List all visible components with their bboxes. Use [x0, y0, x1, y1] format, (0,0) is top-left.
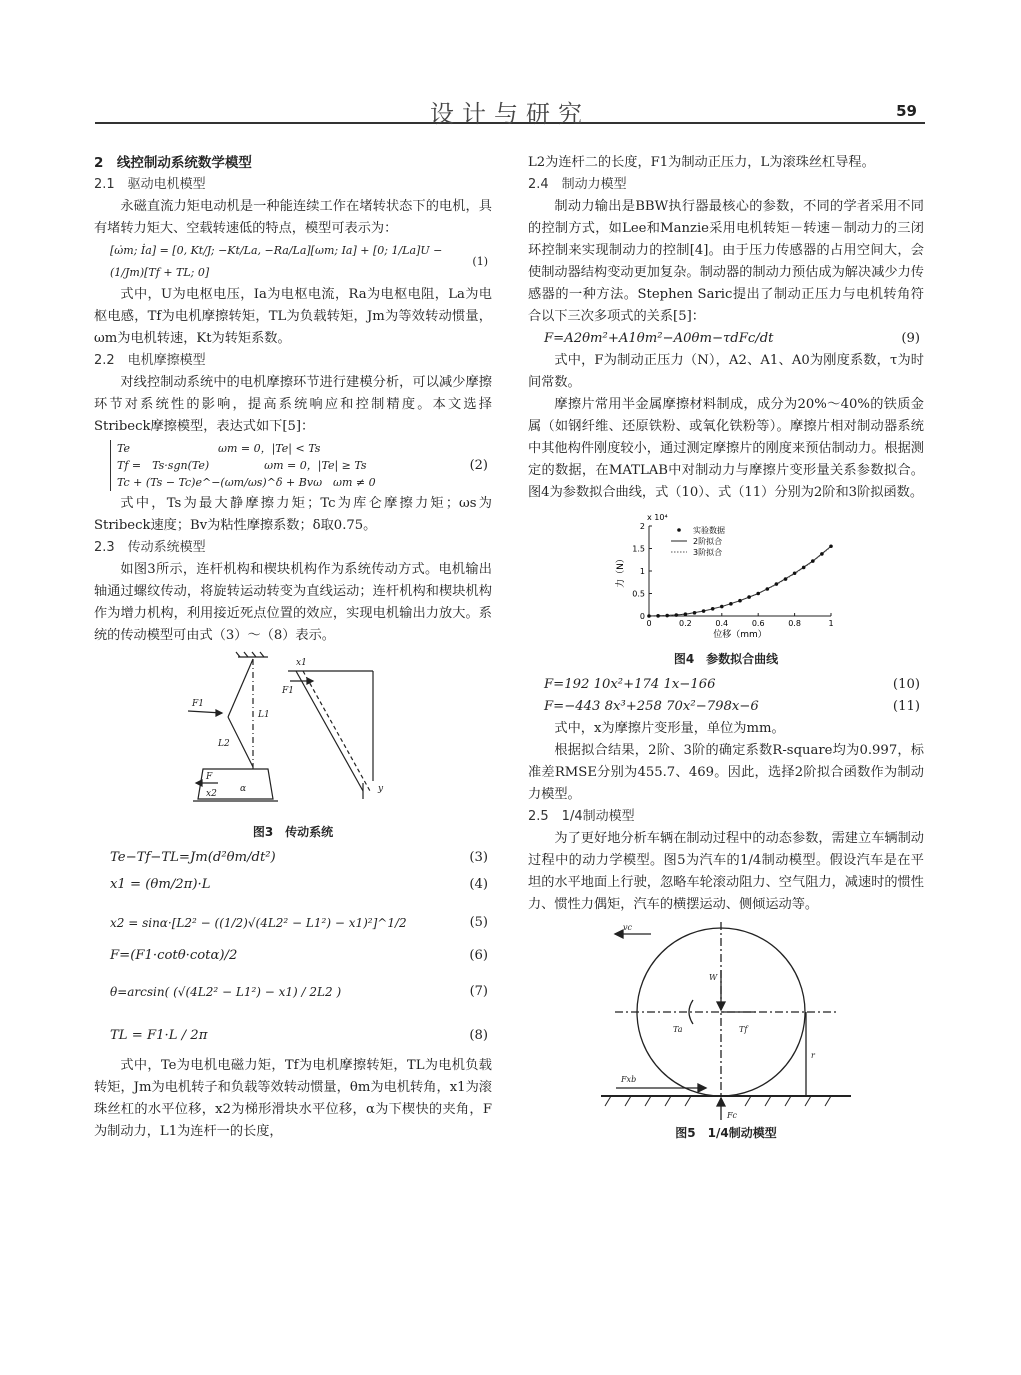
data-point [766, 587, 770, 591]
equation-line: Tf = Ts·sgn(Te) ωm = 0，|Te| ≥ Ts [117, 459, 367, 472]
paragraph: 式中，Ts为最大静摩擦力矩；Tc为库仑摩擦力矩；ωs为Stribeck速度；Bv为粘性摩擦系数；δ取0.75。 [94, 496, 492, 533]
equation-text: F=−443 8x³+258 70x²−798x−6 [544, 699, 759, 714]
data-point [738, 599, 742, 603]
x-tick-label: 0.8 [788, 619, 801, 628]
equation-7 [94, 967, 492, 1017]
label-alpha: α [240, 784, 247, 794]
section-2-3-heading: 2.3 传动系统模型 [94, 540, 206, 555]
equation-text: F=(F1·cotθ·cotα)/2 [110, 948, 238, 963]
equation-text: θ=arcsin( (√(4L2² − L1²) − x1) / 2L2 ) [110, 985, 342, 999]
legend-label: 2阶拟合 [693, 537, 723, 546]
page-number: 59 [896, 102, 917, 120]
equation-text: Te−Tf−TL=Jm(d²θm/dt²) [110, 850, 276, 865]
equation-number: (4) [469, 877, 488, 892]
y-tick-label: 1.5 [632, 544, 645, 554]
equation-text: x1 = (θm/2π)·L [110, 877, 211, 892]
label-r: r [811, 1051, 815, 1060]
y-tick-label: 1 [639, 567, 645, 576]
y-tick-label: 0.5 [632, 589, 645, 599]
data-point [802, 566, 806, 570]
data-point [747, 595, 751, 599]
paragraph: 式中，x为摩擦片变形量，单位为mm。 [554, 721, 785, 736]
data-point [829, 544, 833, 548]
equation-line: Tc + (Ts − Tc)e^−(ωm/ωs)^δ + Bvω ωm ≠ 0 [117, 476, 376, 489]
section-2-5-heading: 2.5 1/4制动模型 [528, 809, 635, 824]
data-point [720, 605, 724, 609]
label-x2: x2 [206, 789, 217, 799]
equation-number: (10) [892, 677, 920, 692]
x-axis-label: 位移（mm） [713, 630, 767, 640]
paragraph: 为了更好地分析车辆在制动过程中的动态参数，需建立车辆制动过程中的动力学模型。图5为汽车的1/4制动模型。假设汽车是在平坦的水平地面上行驶，忽略车轮滚动阻力、空气阻力，减速时的惯性力、惯性力偶矩，汽车的横摆运动、侧倾运动等。 [528, 831, 924, 912]
equation-text: TL = F1·L / 2π [110, 1028, 208, 1043]
equation-6 [94, 945, 492, 967]
figure-4-caption: 图4 参数拟合曲线 [673, 652, 779, 666]
x-tick-label: 0.2 [679, 619, 692, 628]
paragraph: 如图3所示，连杆机构和楔块机构作为系统传动方式。电机输出轴通过螺纹传动，将旋转运动转变为直线运动；连杆机构和楔块机构作为增力机构，利用接近死点位置的效应，实现电机输出力放大。系统的传动模型可由式（3）～（8）表示。 [94, 562, 492, 643]
paragraph: 根据拟合结果，2阶、3阶的确定系数R-square均为0.997，标准差RMSE分别为455.7、469。因此，选择2阶拟合函数作为制动力模型。 [528, 743, 924, 802]
paragraph: 制动力输出是BBW执行器最核心的参数，不同的学者采用不同的控制方式，如Lee和Manzie采用电机转矩－转速－制动力的三闭环控制来实现制动力的控制[4]。由于压力传感器的占用空间大，会使制动器结构变动更加复杂。制动器的制动力预估成为解决减少力传感器的一种方法。Stephen Saric提出了制动正压力与电机转角符合以下三次多项式的关系[5]： [528, 199, 924, 324]
data-point [665, 614, 669, 618]
equation-number: (8) [469, 1028, 488, 1043]
equation-9 [528, 328, 924, 350]
section-2-4-heading: 2.4 制动力模型 [528, 177, 627, 192]
label-fc: Fc [727, 1111, 738, 1120]
equation-number: (9) [901, 331, 920, 346]
x-tick-label: 0.4 [715, 619, 729, 628]
series-line-3rd-order [649, 547, 831, 616]
figure-3-caption: 图3 传动系统 [252, 825, 334, 839]
paragraph: 式中，F为制动正压力（N），A2、A1、A0为刚度系数，τ为时间常数。 [528, 353, 924, 390]
data-point [684, 612, 688, 616]
label-f1: F1 [192, 699, 204, 709]
equation-5 [94, 901, 492, 945]
label-fxb: Fxb [621, 1075, 637, 1084]
figure-3-transmission-diagram [178, 651, 408, 819]
section-2-2-heading: 2.2 电机摩擦模型 [94, 353, 206, 368]
label-l2: L2 [218, 739, 230, 749]
equation-8 [94, 1017, 492, 1055]
equation-1 [94, 240, 492, 284]
equation-line: Te ωm = 0，|Te| < Ts [117, 442, 321, 455]
page-header [95, 92, 925, 128]
label-y: y [378, 784, 384, 794]
data-point [756, 592, 760, 596]
right-column [528, 152, 924, 1148]
paragraph: 式中，Te为电机电磁力矩，Tf为电机摩擦转矩，TL为电机负载转矩，Jm为电机转子和负载等效转动惯量，θm为电机转角，x1为滚珠丝杠的水平位移，x2为梯形滑块水平位移，α为下楔快的夹角，F为制动力，L1为连杆一的长度， [94, 1058, 492, 1139]
equation-11 [528, 696, 924, 718]
legend-label: 3阶拟合 [693, 548, 723, 557]
data-point [820, 552, 824, 556]
label-vc: vc [623, 923, 632, 932]
data-point [702, 609, 706, 613]
equation-text: F=A2θm²+A1θm²−A0θm−τdFc/dt [544, 331, 774, 346]
figure-4-fit-chart [591, 508, 861, 646]
data-point [711, 607, 715, 611]
x-tick-label: 0 [646, 619, 652, 628]
data-point [784, 577, 788, 581]
y-multiplier: x 10⁴ [647, 513, 668, 522]
data-point [729, 602, 733, 606]
equation-2 [94, 440, 492, 491]
data-point [793, 571, 797, 575]
label-tf: Tf [739, 1025, 748, 1034]
equation-number: (2) [469, 458, 488, 473]
x-tick-label: 1 [828, 619, 834, 628]
label-l1: L1 [258, 710, 270, 720]
equation-3 [94, 847, 492, 869]
label-f1-right: F1 [282, 686, 294, 696]
equation-number: (3) [469, 850, 488, 865]
label-ta: Ta [673, 1025, 683, 1034]
equation-text: [ω̇m; İa] = [0, Kt/J; −Kt/La, −Ra/La][ωm; Ia] + [0; 1/La]U − (1/Jm)[Tf + TL; 0] [110, 244, 443, 279]
section-2-heading: 2 线控制动系统数学模型 [94, 155, 252, 171]
equation-number: (6) [469, 948, 488, 963]
legend-label: 实验数据 [693, 526, 725, 535]
y-axis-label: 力（N） [616, 554, 626, 588]
data-point [775, 582, 779, 586]
x-tick-label: 0.6 [751, 619, 765, 628]
paragraph: 对线控制动系统中的电机摩擦环节进行建模分析，可以减少摩擦环节对系统性的影响，提高系统响应和控制精度。本文选择Stribeck摩擦模型，表达式如下[5]： [94, 375, 492, 434]
equation-text: x2 = sinα·[L2² − ((1/2)√(4L2² − L1²) − x1)²]^1/2 [110, 916, 407, 930]
figure-5-caption: 图5 1/4制动模型 [675, 1126, 777, 1140]
equation-number: (1) [472, 255, 488, 268]
data-point [811, 559, 815, 563]
data-point [675, 613, 679, 617]
journal-section-title: 设计与研究 [430, 100, 590, 128]
figure-5-quarter-brake-model [601, 920, 851, 1120]
y-tick-label: 0 [639, 612, 645, 621]
data-point [656, 614, 660, 618]
equation-number: (5) [469, 915, 488, 930]
equation-number: (7) [469, 984, 488, 999]
section-2-1-heading: 2.1 驱动电机模型 [94, 177, 206, 192]
equation-text: F=192 10x²+174 1x−166 [544, 677, 716, 692]
paragraph: 永磁直流力矩电动机是一种能连续工作在堵转状态下的电机，具有堵转力矩大、空载转速低的特点，模型可表示为： [94, 199, 492, 236]
equation-number: (11) [892, 699, 920, 714]
left-column [94, 152, 492, 1143]
paragraph: 摩擦片常用半金属摩擦材料制成，成分为20%～40%的铁质金属（如钢纤维、还原铁粉、或氧化铁粉等）。摩擦片相对制动器系统中其他构件刚度较小，通过测定摩擦片的刚度来预估制动力。根据测定的数据，在MATLAB中对制动力与摩擦片变形量关系参数拟合。图4为参数拟合曲线，式（10）、式（11）分别为2阶和3阶拟函数。 [528, 397, 924, 500]
equation-10 [528, 674, 924, 696]
label-f: F [206, 772, 213, 782]
label-w: W [709, 973, 718, 982]
paragraph: L2为连杆二的长度，F1为制动正压力，L为滚珠丝杠导程。 [528, 155, 875, 170]
legend-marker [677, 528, 681, 532]
data-point [693, 611, 697, 615]
equation-4 [94, 869, 492, 901]
y-tick-label: 2 [639, 522, 645, 531]
data-point [647, 614, 651, 618]
label-x1: x1 [296, 658, 307, 668]
paragraph: 式中，U为电枢电压，Ia为电枢电流，Ra为电枢电阻，La为电枢电感，Tf为电机摩擦转矩，TL为负载转矩，Jm为等效转动惯量，ωm为电机转速，Kt为转矩系数。 [94, 287, 492, 346]
series-line-2nd-order [649, 546, 831, 616]
